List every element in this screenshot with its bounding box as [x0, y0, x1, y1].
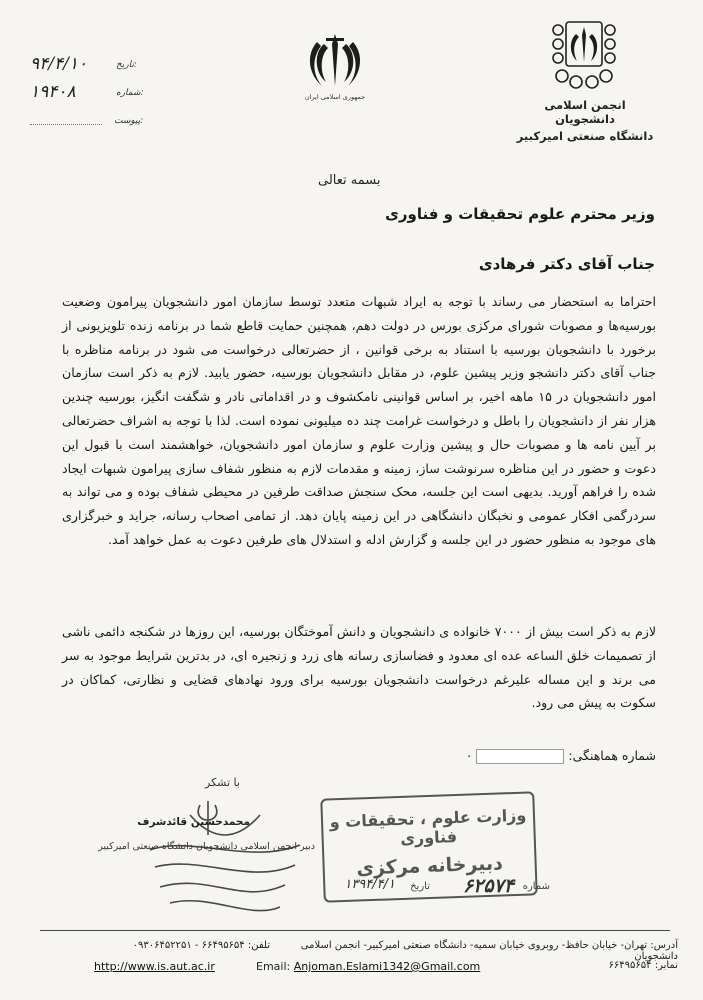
stamp-date-value: ۱۳۹۴/۴/۱ — [344, 877, 395, 892]
body-paragraph-2: لازم به ذکر است بیش از ۷۰۰۰ خانواده ی دانشجویان و دانش آموختگان بورسیه، این روزها در شکنجه دائمی ناشی از تصمیمات خلق الساعه عده ای معدود و فضاسازی رسانه های زرد و زنجیره ای، در بدترین شرایط موجود به سر می برند و این مساله علیرغم درخواست دانشجویان بورسیه برای ورود نهادهای قضایی و نظارتی، کماکان در سکوت به پیش می رود. — [62, 624, 657, 711]
footer-divider — [40, 930, 670, 931]
addressee-minister: وزیر محترم علوم تحقیقات و فناوری — [385, 205, 655, 223]
footer-fax — [560, 960, 678, 971]
stamp-number-line — [300, 875, 550, 901]
aut-logo-icon — [548, 18, 620, 90]
stamp-secretariat: دبیرخانه مرکزی — [356, 852, 504, 880]
number-value: ۱۹۴۰۸ — [30, 82, 76, 102]
body-paragraph-1: احتراما به استحضار می رساند با توجه به ایراد شبهات متعدد توسط سازمان امور دانشجویان پیرامون وضعیت بورسیه‌ها و مصوبات شورای مرکزی بورس در دولت دهم، همچنین حمایت قاطع شما در برنامه زنده تلویزیونی از برخورد با دانشجویان بورسیه با استناد به برخی قوانین ، از حضرتعالی درخواست می شود در برنامه مناظره با جناب آقای دکتر دانشجو وزیر پیشین علوم، در مقابل دانشجویان بورسیه، حضور یابید. لازم به ذکر است سازمان امور دانشجویان در ۱۵ ماهه اخیر، بر اساس قوانینی نامکشوف و در اقداماتی نادر و شگفت انگیز، بورسیه چندین هزار نفر از دانشجویان را باطل و درخواست غرامت چند ده میلیونی نموده است. لذا با توجه به اشراف حضرتعالی بر آیین نامه ها و مصوبات حال و پیشین وزارت علوم و سازمان امور دانشجویان، خواهشمند است با قبول این دعوت و حضور در این مناظره سرنوشت ساز، زمینه و مقدمات لازم به منظور شفاف سازی پیرامون شبهات ایجاد شده را فراهم آورید. بدیهی است این جلسه، محک سنجش صداقت طرفین در محیطی شفاف بوده و می تواند به سردرگمی افکار عمومی و نخبگان دانشگاهی در این زمینه پایان دهد. از تمامی اصحاب رسانه، جراید و خبرگزاری های موجود به منظور حضور در این جلسه و گزارش ادله و استدلال های طرفین دعوت به عمل خواهد آمد. — [62, 294, 657, 547]
date-label: تاریخ: — [116, 60, 137, 70]
stamp-number-value: ۶۲۵۷۴ — [462, 875, 514, 897]
coordination-suffix: ۰ — [465, 748, 473, 763]
org-name-line2: دانشگاه صنعتی امیرکبیر — [516, 129, 654, 143]
number-label: شماره: — [116, 88, 144, 98]
website-link[interactable]: http://www.is.aut.ac.ir — [94, 960, 215, 973]
footer-address — [270, 940, 678, 962]
signature-thanks: با تشکر — [205, 776, 240, 789]
email-link[interactable]: Anjoman.Eslami1342@Gmail.com — [293, 960, 481, 973]
signature-name: محمدحسین قائدشرف — [137, 816, 250, 828]
emblem-icon — [304, 30, 366, 92]
footer-phone — [80, 940, 270, 951]
coordination-number — [380, 748, 656, 764]
org-logo — [548, 18, 620, 90]
address-text: تهران- خیابان حافظ- روبروی خیابان سمیه- دانشگاه صنعتی امیرکبیر- انجمن اسلامی دانشجویان — [300, 940, 678, 962]
phone-text: ۶۶۴۹۵۶۵۴ - ۰۹۳۰۶۴۵۲۲۵۱ — [132, 940, 245, 951]
org-name-line1: انجمن اسلامی دانشجویان — [544, 98, 626, 126]
date-value: ۹۴/۴/۱۰ — [30, 54, 88, 74]
stamp-date-label: تاریخ — [410, 881, 430, 892]
phone-label: تلفن: — [247, 940, 270, 951]
salutation: بسمه تعالی — [318, 173, 381, 188]
attachment-label: پیوست: — [114, 116, 144, 126]
addressee-name: جناب آقای دکتر فرهادی — [478, 255, 655, 273]
redacted-box — [476, 749, 564, 764]
stamp-number-label: شماره — [522, 881, 550, 892]
fax-label: نمابر: — [654, 960, 678, 971]
org-name — [515, 98, 655, 143]
stamp-ministry: وزارت علوم ، تحقیقات و فناوری — [329, 805, 527, 848]
emblem-caption: جمهوری اسلامی ایران — [304, 93, 366, 101]
address-label: آدرس: — [650, 940, 678, 951]
signature-title: دبیر انجمن اسلامی دانشجویان دانشگاه صنعتی امیرکبیر — [98, 841, 315, 852]
footer-email — [256, 960, 480, 973]
coordination-label: شماره هماهنگی: — [568, 748, 656, 763]
iran-emblem — [300, 30, 370, 108]
email-label: Email: — [256, 960, 291, 973]
fax-text: ۶۶۴۹۵۶۵۴ — [608, 960, 652, 971]
